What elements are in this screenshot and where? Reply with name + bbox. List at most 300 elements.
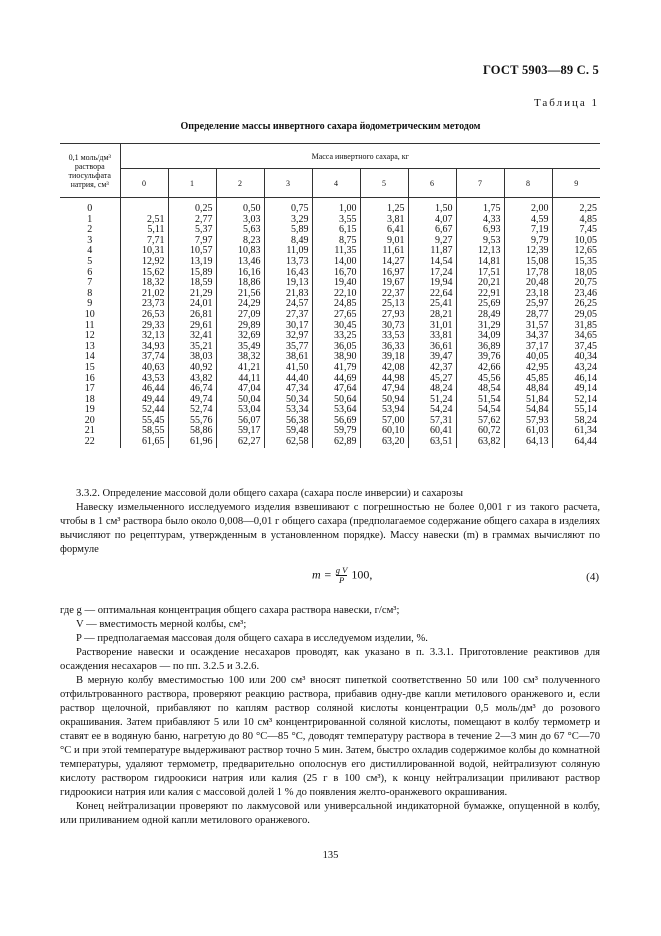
table-cell: 3,81 <box>360 215 408 226</box>
section-heading: 3.3.2. Определение массовой доли общего сахара (сахара после инверсии) и сахарозы <box>76 488 464 499</box>
table-cell: 7,19 <box>504 225 552 236</box>
table-cell: 42,08 <box>360 363 408 374</box>
table-cell: 60,10 <box>360 426 408 437</box>
table-cell: 20,48 <box>504 278 552 289</box>
table-cell: 33,81 <box>408 331 456 342</box>
table-cell: 40,05 <box>504 352 552 363</box>
table-cell: 28,49 <box>456 310 504 321</box>
table-cell: 8,23 <box>216 236 264 247</box>
table-cell: 6,41 <box>360 225 408 236</box>
table-cell: 50,94 <box>360 395 408 406</box>
table-cell: 7,45 <box>552 225 600 236</box>
row-value: 10 <box>84 308 95 320</box>
table-row <box>60 310 600 321</box>
table-cell: 34,65 <box>552 331 600 342</box>
table-cell: 20,21 <box>456 278 504 289</box>
table-cell: 35,21 <box>168 342 216 353</box>
table-cell: 50,64 <box>312 395 360 406</box>
table-cell: 46,44 <box>120 384 168 395</box>
table-cell: 5,11 <box>120 225 168 236</box>
table-cell: 47,94 <box>360 384 408 395</box>
table-row <box>60 268 600 279</box>
table-row <box>60 405 600 416</box>
table-cell: 56,38 <box>264 416 312 427</box>
table-cell: 27,37 <box>264 310 312 321</box>
table-cell: 2,77 <box>168 215 216 226</box>
formula-lhs: m = <box>312 567 332 582</box>
row-value: 1 <box>87 213 93 225</box>
table-row <box>60 215 600 226</box>
table-cell: 6,15 <box>312 225 360 236</box>
table-row <box>60 236 600 247</box>
table-cell: 15,35 <box>552 257 600 268</box>
row-value: 17 <box>84 383 95 395</box>
row-value: 12 <box>84 330 95 342</box>
row-value: 15 <box>84 361 95 373</box>
table-cell: 13,46 <box>216 257 264 268</box>
table-cell: 55,76 <box>168 416 216 427</box>
table-cell: 36,61 <box>408 342 456 353</box>
table-cell: 10,31 <box>120 246 168 257</box>
table-cell: 33,25 <box>312 331 360 342</box>
table-cell: 6,67 <box>408 225 456 236</box>
table-cell: 23,73 <box>120 299 168 310</box>
invert-sugar-table <box>60 143 600 448</box>
table-row <box>60 437 600 448</box>
table-cell: 25,69 <box>456 299 504 310</box>
table-cell: 27,93 <box>360 310 408 321</box>
table-cell: 0,50 <box>216 204 264 215</box>
table-cell: 43,53 <box>120 374 168 385</box>
table-cell: 34,09 <box>456 331 504 342</box>
table-cell: 58,55 <box>120 426 168 437</box>
table-cell: 17,78 <box>504 268 552 279</box>
table-cell: 24,57 <box>264 299 312 310</box>
table-cell: 36,05 <box>312 342 360 353</box>
table-cell: 3,55 <box>312 215 360 226</box>
row-value: 7 <box>87 277 93 289</box>
table-cell: 62,58 <box>264 437 312 448</box>
table-cell: 18,05 <box>552 268 600 279</box>
table-cell: 13,19 <box>168 257 216 268</box>
table-cell: 48,24 <box>408 384 456 395</box>
table-cell: 22,10 <box>312 289 360 300</box>
table-cell: 41,21 <box>216 363 264 374</box>
table-cell: 49,14 <box>552 384 600 395</box>
formula <box>312 566 372 585</box>
table-cell: 11,35 <box>312 246 360 257</box>
table-cell: 1,75 <box>456 204 504 215</box>
table-cell: 40,92 <box>168 363 216 374</box>
table-cell: 60,41 <box>408 426 456 437</box>
table-cell: 29,05 <box>552 310 600 321</box>
table-cell: 19,13 <box>264 278 312 289</box>
table-cell: 2,00 <box>504 204 552 215</box>
table-title: Определение массы инвертного сахара йодометрическим методом <box>180 121 481 132</box>
formula-numerator: g V <box>335 565 348 575</box>
table-cell: 36,33 <box>360 342 408 353</box>
paragraph-2: Растворение навески и осаждение несахаров проводят, как указано в п. 3.3.1. Приготовление реактивов для осаждения несахаров — по пп. 3.2.5 и 3.2.6. <box>60 647 600 672</box>
table-cell: 59,17 <box>216 426 264 437</box>
formula-fraction <box>336 566 348 585</box>
table-cell: 59,79 <box>312 426 360 437</box>
table-row <box>60 342 600 353</box>
table-cell: 63,82 <box>456 437 504 448</box>
table-cell: 37,17 <box>504 342 552 353</box>
table-cell: 30,45 <box>312 321 360 332</box>
section-body <box>60 487 600 557</box>
table-cell: 9,27 <box>408 236 456 247</box>
table-cell: 53,94 <box>360 405 408 416</box>
table-cell: 8,75 <box>312 236 360 247</box>
row-value: 22 <box>84 436 95 448</box>
table-row <box>60 416 600 427</box>
table-cell: 31,85 <box>552 321 600 332</box>
table-cell: 41,50 <box>264 363 312 374</box>
table-cell: 25,41 <box>408 299 456 310</box>
table-cell: 24,29 <box>216 299 264 310</box>
table-cell: 9,01 <box>360 236 408 247</box>
row-value: 6 <box>87 266 93 278</box>
table-cell: 55,45 <box>120 416 168 427</box>
table-cell: 45,27 <box>408 374 456 385</box>
table-cell: 12,92 <box>120 257 168 268</box>
table-row <box>60 204 600 215</box>
table-cell: 32,69 <box>216 331 264 342</box>
table-cell: 11,87 <box>408 246 456 257</box>
table-cell: 0,75 <box>264 204 312 215</box>
page-number: 135 <box>322 850 339 861</box>
table-cell: 28,21 <box>408 310 456 321</box>
table-cell: 11,09 <box>264 246 312 257</box>
column-group-header: Масса инвертного сахара, кг <box>120 144 600 169</box>
table-cell: 16,16 <box>216 268 264 279</box>
table-cell: 45,85 <box>504 374 552 385</box>
table-cell: 11,61 <box>360 246 408 257</box>
table-cell: 63,20 <box>360 437 408 448</box>
table-cell: 33,53 <box>360 331 408 342</box>
table-cell: 50,34 <box>264 395 312 406</box>
table-cell: 26,25 <box>552 299 600 310</box>
table-cell: 23,46 <box>552 289 600 300</box>
table-cell: 13,73 <box>264 257 312 268</box>
table-row <box>60 257 600 268</box>
table-cell: 22,64 <box>408 289 456 300</box>
table-cell: 16,70 <box>312 268 360 279</box>
table-cell: 53,34 <box>264 405 312 416</box>
table-cell: 4,85 <box>552 215 600 226</box>
row-value: 0 <box>87 203 93 214</box>
table-cell: 15,89 <box>168 268 216 279</box>
table-cell: 57,62 <box>456 416 504 427</box>
table-cell: 2,25 <box>552 204 600 215</box>
table-cell: 31,29 <box>456 321 504 332</box>
table-cell: 5,37 <box>168 225 216 236</box>
table-cell: 38,61 <box>264 352 312 363</box>
table-cell: 3,29 <box>264 215 312 226</box>
table-cell: 5,89 <box>264 225 312 236</box>
table-cell: 25,97 <box>504 299 552 310</box>
table-cell: 49,44 <box>120 395 168 406</box>
table-cell: 26,53 <box>120 310 168 321</box>
table-cell: 2,51 <box>120 215 168 226</box>
column-header: 9 <box>552 169 600 198</box>
table-cell: 40,63 <box>120 363 168 374</box>
table-cell: 43,24 <box>552 363 600 374</box>
table-cell: 27,65 <box>312 310 360 321</box>
table-cell: 31,01 <box>408 321 456 332</box>
formula-number: (4) <box>586 571 599 583</box>
table-cell: 5,63 <box>216 225 264 236</box>
column-header: 4 <box>312 169 360 198</box>
table-cell: 19,94 <box>408 278 456 289</box>
column-header: 2 <box>216 169 264 198</box>
table-cell: 60,72 <box>456 426 504 437</box>
section-body-2 <box>60 604 600 828</box>
table-cell: 0,25 <box>168 204 216 215</box>
table-cell: 42,95 <box>504 363 552 374</box>
table-cell: 56,69 <box>312 416 360 427</box>
table-cell: 32,97 <box>264 331 312 342</box>
column-header: 0 <box>120 169 168 198</box>
table-cell: 61,34 <box>552 426 600 437</box>
table-row <box>60 426 600 437</box>
row-value: 4 <box>87 245 93 257</box>
table-row <box>60 384 600 395</box>
table-cell: 15,62 <box>120 268 168 279</box>
table-row <box>60 363 600 374</box>
where-g: где g — оптимальная концентрация общего сахара раствора навески, г/см³; <box>60 605 400 616</box>
table-cell: 58,24 <box>552 416 600 427</box>
table-cell: 39,76 <box>456 352 504 363</box>
table-cell: 44,98 <box>360 374 408 385</box>
table-cell: 1,25 <box>360 204 408 215</box>
table-row <box>60 331 600 342</box>
table-cell: 47,34 <box>264 384 312 395</box>
table-cell: 3,03 <box>216 215 264 226</box>
table-cell: 38,90 <box>312 352 360 363</box>
table-cell: 38,32 <box>216 352 264 363</box>
table-cell: 6,93 <box>456 225 504 236</box>
paragraph-4: Конец нейтрализации проверяют по лакмусовой или универсальной индикаторной бумажке, опущенной в колбу, или приливанием одной капли метилового оранжевого. <box>60 801 600 826</box>
table-row <box>60 289 600 300</box>
table-row <box>60 246 600 257</box>
paragraph-3: В мерную колбу вместимостью 100 или 200 см³ вносят пипеткой соответственно 50 или 100 см³ полученного отфильтрованного раствора, проверяют реакцию раствора, прибавив одну-две капли метилового оранжевого и, если раствор щелочной, прибавляют по каплям раствор соляной кислоты концентрации 0,5 моль/дм³ до розового окрашивания. Затем прибавляют 5 или 10 см³ концентрированной соляной кислоты, помещают в колбу термометр и ставят ее в водяную баню, нагретую до 80 °С—85 °С, доводят температуру раствора в течение 2—3 мин до 67 °С—70 °С и при этой температуре выдерживают раствор точно 5 мин. Затем, быстро охладив содержимое колбы до комнатной температуры, удаляют термометр, предварительно ополоснув его дистиллированной водой, нейтрализуют соляную кислоту раствором гидроокиси натрия или калия (25 г в 100 см³), к концу нейтрализации приливают раствор гидроокиси натрия или калия с массовой долей 1 % до появления желто-оранжевого окрашивания. <box>60 675 600 798</box>
table-cell: 1,00 <box>312 204 360 215</box>
formula-denominator: P <box>338 575 345 585</box>
row-value: 2 <box>87 224 93 236</box>
table-cell: 22,91 <box>456 289 504 300</box>
table-cell: 49,74 <box>168 395 216 406</box>
table-cell <box>120 204 168 215</box>
table-cell: 54,54 <box>456 405 504 416</box>
table-cell: 12,39 <box>504 246 552 257</box>
table-cell: 48,54 <box>456 384 504 395</box>
table-cell: 17,24 <box>408 268 456 279</box>
table-cell: 41,79 <box>312 363 360 374</box>
table-cell: 57,00 <box>360 416 408 427</box>
column-header: 3 <box>264 169 312 198</box>
table-cell: 37,74 <box>120 352 168 363</box>
table-cell: 34,93 <box>120 342 168 353</box>
table-cell: 29,61 <box>168 321 216 332</box>
table-cell: 10,05 <box>552 236 600 247</box>
table-cell: 43,82 <box>168 374 216 385</box>
table-cell: 19,67 <box>360 278 408 289</box>
row-value: 18 <box>84 393 95 405</box>
table-cell: 50,04 <box>216 395 264 406</box>
table-cell: 29,89 <box>216 321 264 332</box>
table-cell: 63,51 <box>408 437 456 448</box>
table-row <box>60 395 600 406</box>
table-cell: 19,40 <box>312 278 360 289</box>
table-cell: 18,32 <box>120 278 168 289</box>
table-cell: 47,64 <box>312 384 360 395</box>
row-value: 21 <box>84 425 95 437</box>
table-cell: 39,47 <box>408 352 456 363</box>
table-cell: 14,54 <box>408 257 456 268</box>
document-header: ГОСТ 5903—89 С. 5 <box>482 63 599 77</box>
table-row <box>60 321 600 332</box>
table-cell: 23,18 <box>504 289 552 300</box>
table-cell: 4,59 <box>504 215 552 226</box>
row-value: 3 <box>87 234 93 246</box>
row-value: 19 <box>84 404 95 416</box>
row-value: 8 <box>87 287 93 299</box>
paragraph-1: Навеску измельченного исследуемого изделия взвешивают с погрешностью не более 0,001 г из такого расчета, чтобы в 1 см³ раствора было около 0,008—0,01 г общего сахара (предполагаемое содержание общего сахара в изделиях вычисляют по рецептурам, утвержденным в установленном порядке). Массу навески (m) в граммах вычисляют по формуле <box>60 502 600 555</box>
row-value: 5 <box>87 255 93 267</box>
table-cell: 14,81 <box>456 257 504 268</box>
table-row <box>60 278 600 289</box>
table-cell: 32,13 <box>120 331 168 342</box>
table-cell: 37,45 <box>552 342 600 353</box>
table-cell: 27,09 <box>216 310 264 321</box>
table-cell: 16,97 <box>360 268 408 279</box>
table-cell: 56,07 <box>216 416 264 427</box>
table-cell: 14,00 <box>312 257 360 268</box>
table-cell: 31,57 <box>504 321 552 332</box>
table-cell: 44,40 <box>264 374 312 385</box>
table-cell: 8,49 <box>264 236 312 247</box>
formula-rhs: 100, <box>351 567 373 582</box>
table-cell: 40,34 <box>552 352 600 363</box>
table-cell: 18,86 <box>216 278 264 289</box>
table-cell: 39,18 <box>360 352 408 363</box>
table-cell: 1,50 <box>408 204 456 215</box>
table-cell: 61,03 <box>504 426 552 437</box>
table-cell: 48,84 <box>504 384 552 395</box>
table-row <box>60 299 600 310</box>
table-cell: 29,33 <box>120 321 168 332</box>
table-cell: 52,14 <box>552 395 600 406</box>
table-cell: 47,04 <box>216 384 264 395</box>
table-cell: 42,66 <box>456 363 504 374</box>
table-cell: 52,44 <box>120 405 168 416</box>
table-cell: 51,24 <box>408 395 456 406</box>
row-value: 14 <box>84 351 95 363</box>
table-cell: 62,89 <box>312 437 360 448</box>
table-cell: 21,83 <box>264 289 312 300</box>
table-cell: 21,29 <box>168 289 216 300</box>
table-cell: 64,13 <box>504 437 552 448</box>
where-v: V — вместимость мерной колбы, см³; <box>76 619 247 630</box>
table-cell: 10,57 <box>168 246 216 257</box>
table-cell: 53,04 <box>216 405 264 416</box>
table-cell: 36,89 <box>456 342 504 353</box>
table-cell: 9,53 <box>456 236 504 247</box>
table-cell: 12,65 <box>552 246 600 257</box>
table-row <box>60 352 600 363</box>
table-cell: 54,24 <box>408 405 456 416</box>
table-cell: 62,27 <box>216 437 264 448</box>
table-cell: 34,37 <box>504 331 552 342</box>
table-cell: 45,56 <box>456 374 504 385</box>
table-cell: 46,74 <box>168 384 216 395</box>
table-cell: 35,77 <box>264 342 312 353</box>
table-cell: 25,13 <box>360 299 408 310</box>
table-cell: 7,97 <box>168 236 216 247</box>
table-cell: 7,71 <box>120 236 168 247</box>
table-cell: 30,73 <box>360 321 408 332</box>
table-cell: 55,14 <box>552 405 600 416</box>
table-cell: 59,48 <box>264 426 312 437</box>
table-cell: 44,69 <box>312 374 360 385</box>
table-cell: 18,59 <box>168 278 216 289</box>
table-cell: 58,86 <box>168 426 216 437</box>
table-cell: 32,41 <box>168 331 216 342</box>
column-header: 6 <box>408 169 456 198</box>
table-cell: 26,81 <box>168 310 216 321</box>
table-cell: 38,03 <box>168 352 216 363</box>
where-p: P — предполагаемая массовая доля общего сахара в исследуемом изделии, %. <box>76 633 428 644</box>
table-cell: 54,84 <box>504 405 552 416</box>
table-cell: 24,01 <box>168 299 216 310</box>
table-cell: 35,49 <box>216 342 264 353</box>
table-cell: 57,31 <box>408 416 456 427</box>
table-cell: 46,14 <box>552 374 600 385</box>
table-row <box>60 225 600 236</box>
row-value: 20 <box>84 414 95 426</box>
table-cell: 17,51 <box>456 268 504 279</box>
column-header: 7 <box>456 169 504 198</box>
row-value: 9 <box>87 298 93 310</box>
row-header: 0,1 моль/дм³ раствора тиосульфата натрия, см³ <box>60 144 120 198</box>
table-cell: 51,54 <box>456 395 504 406</box>
table-cell: 28,77 <box>504 310 552 321</box>
row-value: 16 <box>84 372 95 384</box>
table-cell: 57,93 <box>504 416 552 427</box>
table-cell: 53,64 <box>312 405 360 416</box>
column-header: 5 <box>360 169 408 198</box>
column-header: 8 <box>504 169 552 198</box>
table-cell: 51,84 <box>504 395 552 406</box>
table-cell: 21,56 <box>216 289 264 300</box>
row-value: 11 <box>84 319 95 331</box>
table-row <box>60 374 600 385</box>
table-cell: 30,17 <box>264 321 312 332</box>
table-cell: 22,37 <box>360 289 408 300</box>
table-cell: 4,33 <box>456 215 504 226</box>
table-cell: 12,13 <box>456 246 504 257</box>
table-cell: 61,96 <box>168 437 216 448</box>
table-cell: 21,02 <box>120 289 168 300</box>
table-cell: 52,74 <box>168 405 216 416</box>
table-cell: 4,07 <box>408 215 456 226</box>
table-cell: 20,75 <box>552 278 600 289</box>
table-cell: 9,79 <box>504 236 552 247</box>
row-value: 13 <box>84 340 95 352</box>
table-cell: 10,83 <box>216 246 264 257</box>
